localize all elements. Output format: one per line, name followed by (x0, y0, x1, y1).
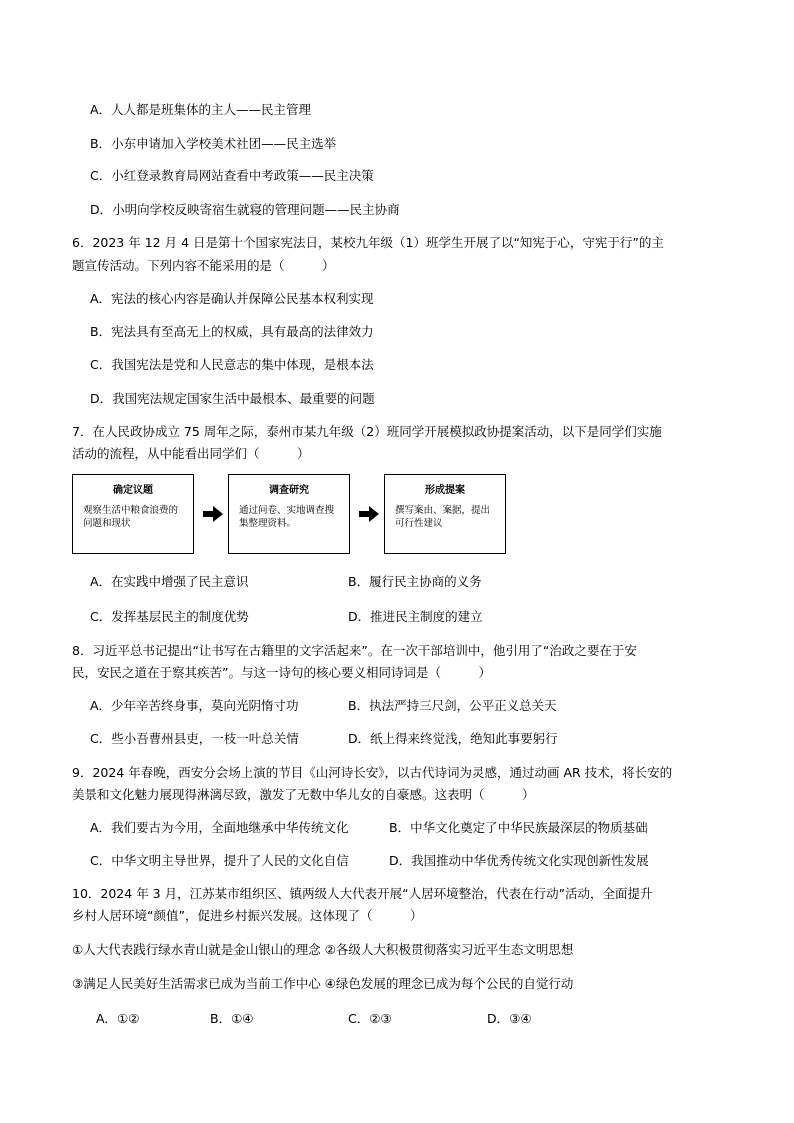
q9-stem-line2: 美景和文化魅力展现得淋漓尽致，激发了无数中华儿女的自豪感。这表明（ ） (72, 787, 535, 802)
q6-option-d: D．我国宪法规定国家生活中最根本、最重要的问题 (90, 391, 375, 406)
q5-option-d: D．小明向学校反映寄宿生就寝的管理问题——民主协商 (90, 202, 400, 217)
q5-option-c: C．小红登录教育局网站查看中考政策——民主决策 (90, 168, 374, 183)
q9-option-d: D．我国推动中华优秀传统文化实现创新性发展 (389, 853, 649, 868)
q7-option-b: B．履行民主协商的义务 (348, 574, 482, 589)
q10-option-d: D．③④ (487, 1011, 532, 1026)
q6-stem-line1: 6．2023 年 12 月 4 日是第十个国家宪法日，某校九年级（1）班学生开展了以“知宪于心，守宪于行”的主 (72, 235, 664, 250)
q8-stem-line2: 民，安民之道在于察其疾苦”。与这一诗句的核心要义相同诗词是（ ） (72, 665, 491, 680)
flow-box-body: 通过问卷、实地调查搜集整理资料。 (239, 505, 335, 529)
q6-option-c: C．我国宪法是党和人民意志的集中体现，是根本法 (90, 357, 374, 372)
q7-option-a: A．在实践中增强了民主意识 (90, 574, 249, 589)
q10-option-a: A．①② (96, 1011, 140, 1026)
q10-statements-1-2: ①人大代表践行绿水青山就是金山银山的理念 ②各级人大积极贯彻落实习近平生态文明思想 (72, 942, 574, 957)
q10-option-c: C．②③ (348, 1011, 392, 1026)
arrow-right-icon (203, 506, 223, 522)
q6-option-b: B．宪法具有至高无上的权威，具有最高的法律效力 (90, 324, 374, 339)
q7-flow-diagram (72, 474, 712, 558)
q8-option-d: D．纸上得来终觉浅，绝知此事要躬行 (348, 731, 558, 746)
q9-option-a: A．我们要古为今用，全面地继承中华传统文化 (90, 820, 349, 835)
flow-box-title: 形成提案 (425, 485, 465, 496)
q10-stem-line2: 乡村人居环境“颜值”，促进乡村振兴发展。这体现了（ ） (72, 908, 423, 923)
q5-option-a: A．人人都是班集体的主人——民主管理 (90, 102, 312, 117)
q7-option-c: C．发挥基层民主的制度优势 (90, 609, 249, 624)
q6-option-a: A．宪法的核心内容是确认并保障公民基本权利实现 (90, 291, 374, 306)
flow-box-topic (72, 474, 194, 554)
flow-box-title: 确定议题 (113, 485, 153, 496)
q10-option-b: B．①④ (210, 1011, 254, 1026)
q9-stem-line1: 9．2024 年春晚，西安分会场上演的节目《山河诗长安》，以古代诗词为灵感，通过动画 AR 技术，将长安的 (72, 765, 673, 780)
q10-statements-3-4: ③满足人民美好生活需求已成为当前工作中心 ④绿色发展的理念已成为每个公民的自觉行动 (72, 976, 574, 991)
q5-option-b: B．小东申请加入学校美术社团——民主选举 (90, 136, 337, 151)
q6-stem-line2: 题宣传活动。下列内容不能采用的是（ ） (72, 258, 335, 273)
flow-box-body: 观察生活中粮食浪费的问题和现状 (83, 505, 179, 529)
q8-stem-line1: 8．习近平总书记提出“让书写在古籍里的文字活起来”。在一次干部培训中，他引用了“治政之要在于安 (72, 643, 637, 658)
q8-option-b: B．执法严持三尺剑，公平正义总关天 (348, 698, 557, 713)
q9-option-c: C．中华文明主导世界，提升了人民的文化自信 (90, 853, 349, 868)
q10-stem-line1: 10．2024 年 3 月，江苏某市组织区、镇两级人大代表开展“人居环境整治，代表在行动”活动，全面提升 (72, 886, 653, 901)
flow-box-research (228, 474, 350, 554)
q9-option-b: B．中华文化奠定了中华民族最深层的物质基础 (389, 820, 648, 835)
q7-option-d: D．推进民主制度的建立 (348, 609, 483, 624)
arrow-right-icon (359, 506, 379, 522)
q7-stem-line1: 7．在人民政协成立 75 周年之际，泰州市某九年级（2）班同学开展模拟政协提案活动，以下是同学们实施 (72, 424, 662, 439)
q8-option-c: C．些小吾曹州县吏，一枝一叶总关情 (90, 731, 299, 746)
flow-box-proposal (384, 474, 506, 554)
flow-box-body: 撰写案由、案据，提出可行性建议 (395, 505, 491, 529)
flow-box-title: 调查研究 (269, 485, 309, 496)
q8-option-a: A．少年辛苦终身事，莫向光阴惰寸功 (90, 698, 299, 713)
q7-stem-line2: 活动的流程，从中能看出同学们（ ） (72, 446, 310, 461)
